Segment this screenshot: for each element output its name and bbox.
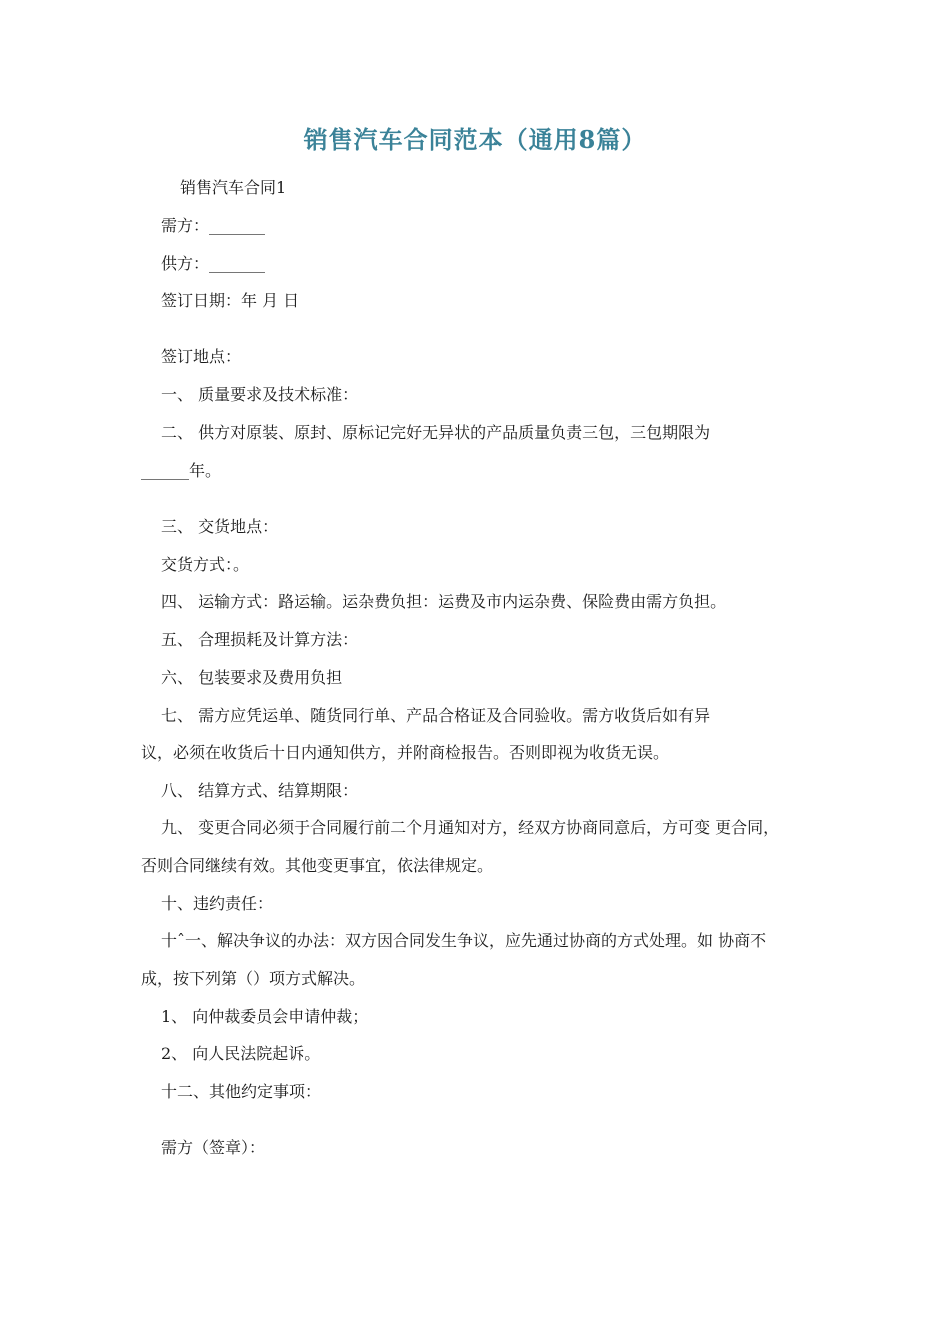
document-title: 销售汽车合同范本（通用8篇） bbox=[303, 125, 647, 154]
clause-3: 三、 交货地点： bbox=[161, 517, 279, 536]
clause-5: 五、 合理损耗及计算方法： bbox=[161, 630, 359, 649]
buyer-line: 需方：_______ bbox=[161, 216, 266, 235]
delivery-method-line: 交货方式：。 bbox=[161, 555, 250, 574]
clause-2-cont: ______年。 bbox=[141, 461, 222, 480]
supplier-line: 供方：_______ bbox=[161, 254, 266, 273]
clause-10: 十、违约责任： bbox=[161, 894, 274, 913]
signing-date-line: 签订日期：年 月 日 bbox=[161, 291, 300, 310]
clause-8: 八、 结算方式、结算期限： bbox=[161, 781, 359, 800]
dispute-option-2: 2、 向人民法院起诉。 bbox=[161, 1044, 321, 1063]
clause-12: 十二、其他约定事项： bbox=[161, 1082, 322, 1101]
clause-9-cont: 否则合同继续有效。其他变更事宜，依法律规定。 bbox=[141, 856, 494, 875]
clause-6: 六、 包装要求及费用负担 bbox=[161, 668, 343, 687]
contract-heading: 销售汽车合同1 bbox=[180, 178, 287, 197]
clause-11-cont: 成，按下列第（）项方式解决。 bbox=[141, 969, 366, 988]
clause-11: 十ˆ一、解决争议的办法：双方因合同发生争议，应先通过协商的方式处理。如 协商不 bbox=[161, 931, 767, 950]
clause-1: 一、 质量要求及技术标准： bbox=[161, 385, 359, 404]
clause-9: 九、 变更合同必须于合同履行前二个月通知对方，经双方协商同意后，方可变 更合同， bbox=[161, 818, 780, 837]
dispute-option-1: 1、 向仲裁委员会申请仲裁； bbox=[161, 1007, 369, 1026]
signing-place-line: 签订地点： bbox=[161, 347, 242, 366]
clause-7-cont: 议，必须在收货后十日内通知供方，并附商检报告。否则即视为收货无误。 bbox=[141, 743, 670, 762]
clause-4: 四、 运输方式：路运输。运杂费负担：运费及市内运杂费、保险费由需方负担。 bbox=[161, 592, 727, 611]
clause-2: 二、 供方对原装、原封、原标记完好无异状的产品质量负责三包，三包期限为 bbox=[161, 423, 711, 442]
clause-7: 七、 需方应凭运单、随货同行单、产品合格证及合同验收。需方收货后如有异 bbox=[161, 706, 711, 725]
buyer-signature-line: 需方（签章）： bbox=[161, 1138, 266, 1157]
